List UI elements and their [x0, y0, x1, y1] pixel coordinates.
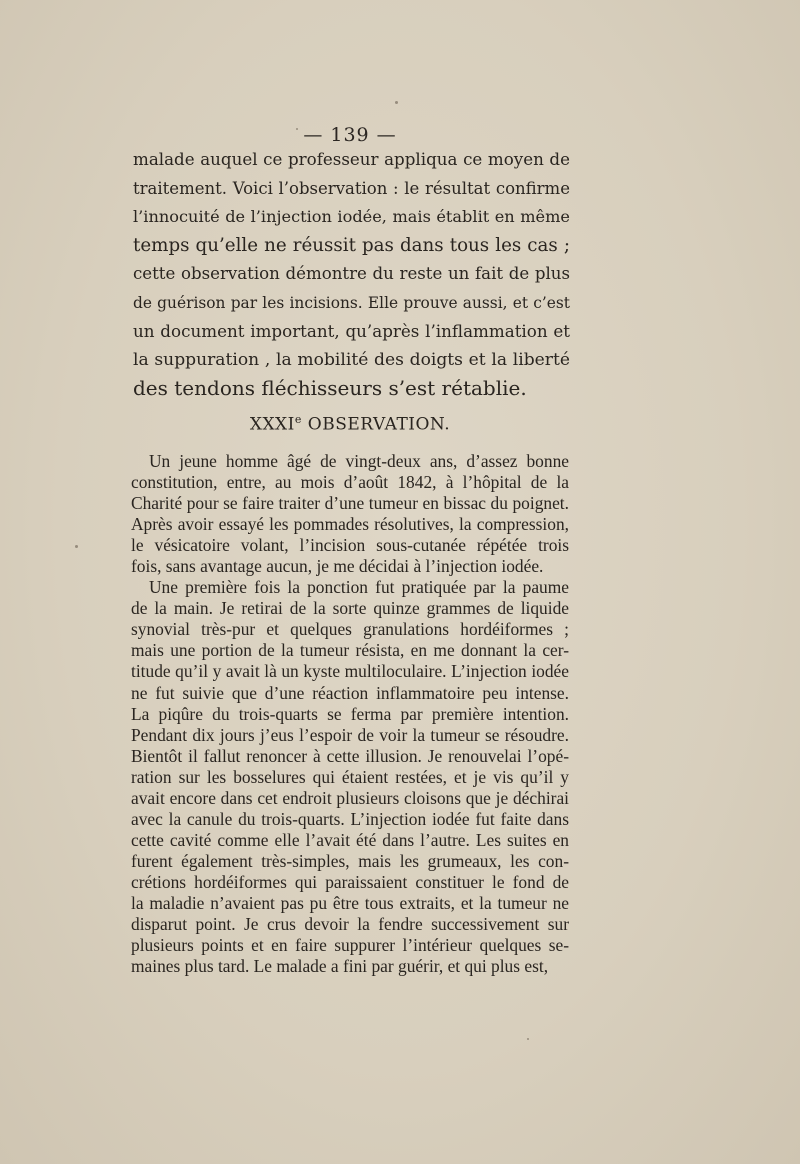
text-line: ration sur les bosselures qui étaient restées, et je vis qu’il y: [131, 766, 569, 787]
text-line: malade auquel ce professeur appliqua ce moyen de: [133, 150, 570, 169]
text-line: disparut point. Je crus devoir la fendre successivement sur: [131, 914, 569, 935]
text-line: constitution, entre, au mois d’août 1842, à l’hôpital de la: [131, 472, 569, 493]
text-line: La piqûre du trois-quarts se ferma par première intention.: [131, 703, 569, 724]
heading-title: OBSERVATION.: [301, 414, 451, 435]
text-line: temps qu’elle ne réussit pas dans tous les cas ;: [133, 234, 570, 256]
text-line: la maladie n’avaient pas pu être tous extraits, et la tumeur ne: [131, 892, 569, 913]
paper-speck: [527, 1038, 529, 1040]
text-line: plusieurs points et en faire suppurer l’intérieur quelques se-: [131, 935, 569, 956]
text-line: traitement. Voici l’observation : le résultat confirme: [133, 178, 570, 198]
text-line: cette observation démontre du reste un fait de plus: [133, 264, 570, 283]
text-line: synovial très-pur et quelques granulations hordéiformes ;: [131, 619, 569, 640]
text-line: des tendons fléchisseurs s’est rétablie.: [133, 376, 527, 400]
text-line: titude qu’il y avait là un kyste multiloculaire. L’injection iodée: [131, 661, 569, 682]
section-heading: [0, 413, 750, 435]
heading-numeral: XXXI: [249, 414, 295, 435]
paper-speck: [75, 545, 78, 548]
text-line: Charité pour se faire traiter d’une tumeur en bissac du poignet.: [131, 493, 569, 514]
text-line: Après avoir essayé les pommades résolutives, la compression,: [131, 514, 569, 535]
text-line: Bientôt il fallut renoncer à cette illusion. Je renouvelai l’opé-: [131, 745, 569, 766]
text-line: de la main. Je retirai de la sorte quinze grammes de liquide: [131, 598, 569, 619]
text-line: mais une portion de la tumeur résista, en me donnant la cer-: [131, 640, 569, 661]
text-line: la suppuration , la mobilité des doigts et la liberté: [133, 349, 570, 370]
text-line: Une première fois la ponction fut pratiquée par la paume: [149, 577, 569, 598]
text-line: fois, sans avantage aucun, je me décidai à l’injection iodée.: [131, 556, 544, 577]
heading-superscript: e: [294, 413, 302, 426]
text-line: maines plus tard. Le malade a fini par guérir, et qui plus est,: [131, 956, 549, 977]
text-line: furent également très-simples, mais les grumeaux, les con-: [131, 850, 569, 871]
text-line: Pendant dix jours j’eus l’espoir de voir la tumeur se résoudre.: [131, 724, 569, 745]
text-line: le vésicatoire volant, l’incision sous-cutanée répétée trois: [131, 535, 569, 556]
intro-paragraph: [133, 146, 570, 403]
text-line: cette cavité comme elle l’avait été dans l’autre. Les suites en: [131, 829, 569, 850]
text-line: Un jeune homme âgé de vingt-deux ans, d’assez bonne: [149, 451, 569, 471]
text-line: avait encore dans cet endroit plusieurs cloisons que je déchirai: [131, 787, 569, 808]
observation-text: [131, 451, 569, 977]
paper-speck: [395, 101, 398, 104]
text-line: de guérison par les incisions. Elle prouve aussi, et c’est: [133, 293, 570, 312]
text-line: un document important, qu’après l’inflammation et: [133, 321, 570, 341]
paper-speck: [296, 128, 298, 130]
page-number: — 139 —: [303, 124, 397, 146]
text-line: crétions hordéiformes qui paraissaient constituer le fond de: [131, 871, 569, 892]
text-line: avec la canule du trois-quarts. L’injection iodée fut faite dans: [131, 808, 569, 829]
text-line: l’innocuité de l’injection iodée, mais établit en même: [133, 207, 570, 226]
text-line: ne fut suivie que d’une réaction inflammatoire peu intense.: [131, 682, 569, 703]
